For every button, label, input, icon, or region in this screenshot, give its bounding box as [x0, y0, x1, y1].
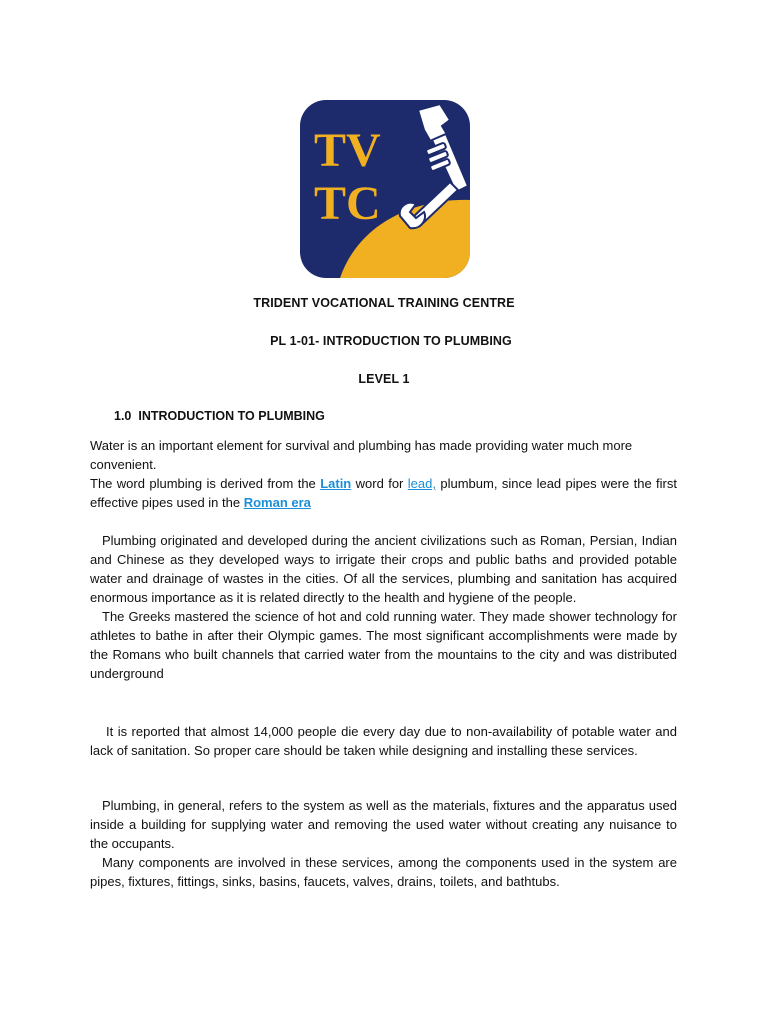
level-heading: LEVEL 1 — [358, 372, 410, 386]
paragraph-5: It is reported that almost 14,000 people die every day due to non-availability of potable water and lack of sanitation. So proper care should be taken while designing and installing these services. — [90, 724, 677, 758]
intro-text-block — [90, 436, 677, 512]
sanitation-text-block — [90, 722, 677, 760]
roman-era-link[interactable]: Roman era — [243, 495, 311, 510]
definition-text-block — [90, 796, 677, 891]
paragraph-2-text-b: word for — [351, 476, 408, 491]
paragraph-1: Water is an important element for survival and plumbing has made providing water much more convenient. — [90, 438, 633, 472]
paragraph-2-text-a: The word plumbing is derived from the — [90, 476, 321, 491]
paragraph-6: Plumbing, in general, refers to the system as well as the materials, fixtures and the apparatus used inside a building for supplying water and removing the used water without creating any nuisance to the occupants. — [90, 798, 677, 851]
section-title-text: INTRODUCTION TO PLUMBING — [138, 409, 325, 423]
course-heading: PL 1-01- INTRODUCTION TO PLUMBING — [270, 334, 512, 348]
organization-heading: TRIDENT VOCATIONAL TRAINING CENTRE — [253, 296, 515, 310]
logo-text-line2: TC — [314, 177, 381, 230]
paragraph-2 — [90, 474, 677, 512]
history-text-block — [90, 531, 677, 683]
latin-link[interactable]: Latin — [320, 476, 352, 491]
section-title — [114, 409, 325, 423]
paragraph-7: Many components are involved in these services, among the components used in the system are pipes, fixtures, fittings, sinks, basins, faucets, valves, drains, toilets, and bathtubs. — [90, 855, 677, 889]
paragraph-4: The Greeks mastered the science of hot and cold running water. They made shower technology for athletes to bathe in after their Olympic games. The most significant accomplishments were made by the Romans who built channels that carried water from the mountains to the city and was distributed underground — [90, 609, 677, 681]
paragraph-2-text-c: plumbum, since lead pipes were the first effective pipes used in the — [90, 476, 678, 510]
lead-link[interactable]: lead, — [407, 476, 436, 491]
paragraph-3: Plumbing originated and developed during the ancient civilizations such as Roman, Persian, Indian and Chinese as they developed ways to irrigate their crops and public baths and provided potable water and drainage of wastes in the cities. Of all the services, plumbing and sanitation has acquired enormous importance as it is related directly to the health and hygiene of the people. — [90, 533, 677, 605]
section-number: 1.0 — [114, 409, 132, 423]
logo-text-line1: TV — [314, 124, 381, 177]
tvtc-logo — [300, 100, 470, 278]
